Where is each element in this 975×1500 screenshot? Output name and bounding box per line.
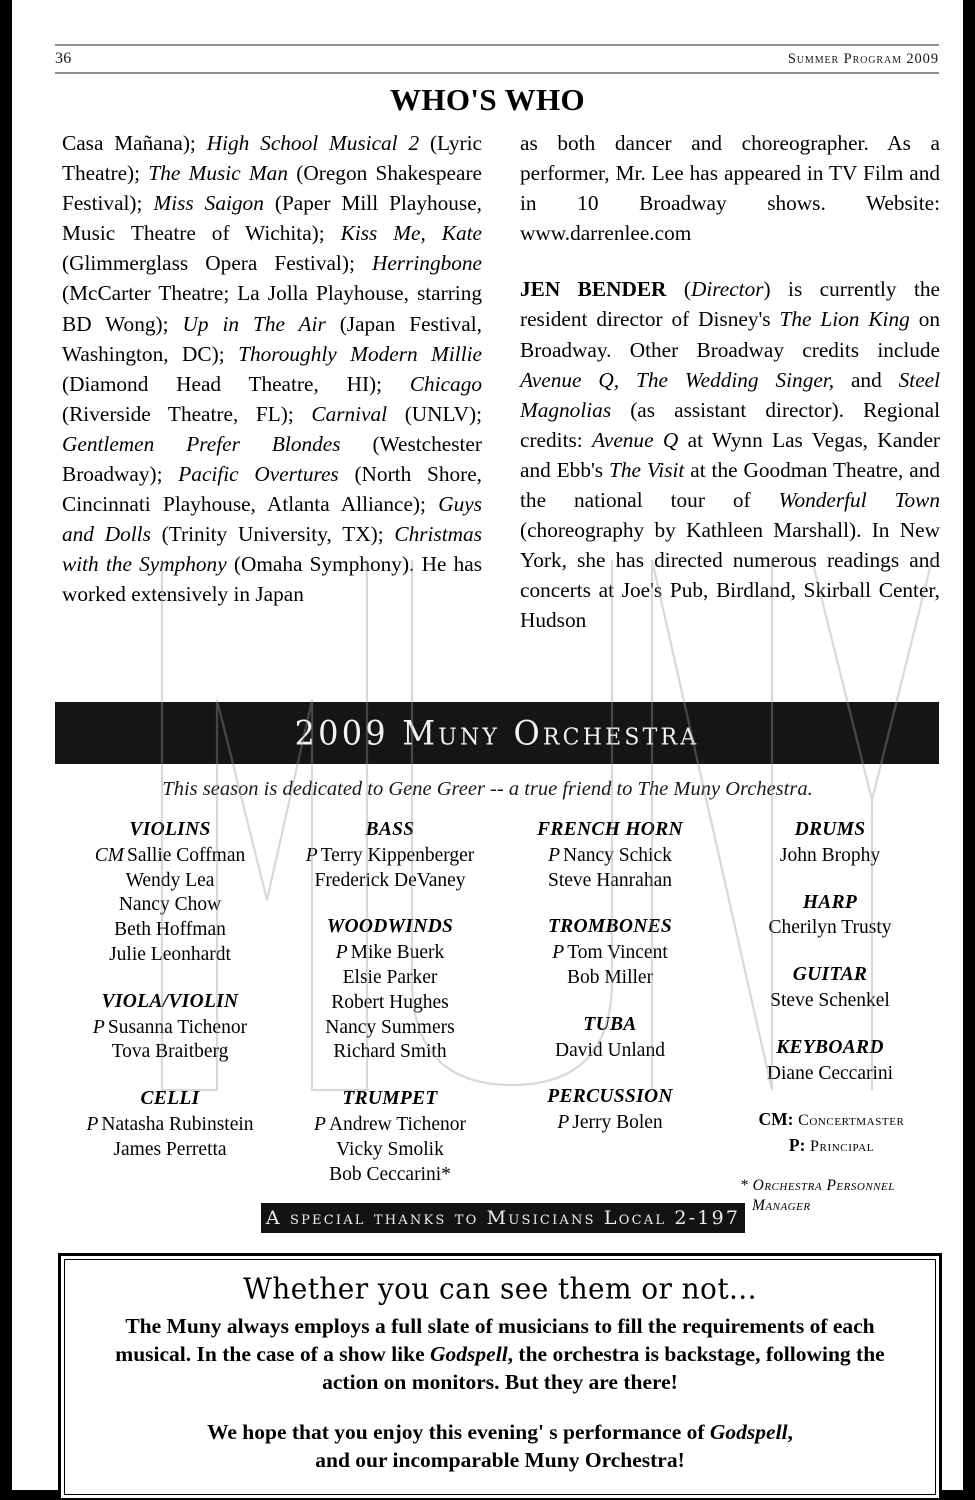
roster-player	[60, 943, 280, 968]
roster-section-heading: HARP	[802, 891, 858, 913]
roster-section-heading: DRUMS	[794, 819, 866, 840]
roster-player	[60, 1113, 280, 1138]
roster-player	[500, 966, 720, 991]
roster-player	[60, 1016, 280, 1041]
roster-section	[500, 1085, 720, 1136]
roster-player	[500, 844, 720, 869]
roster-section-heading: KEYBOARD	[776, 1036, 884, 1058]
roster-player	[280, 966, 500, 991]
roster-role-mark: P	[548, 844, 561, 866]
bio-darren-lee-continued: Casa Mañana); High School Musical 2 (Lyric Theatre); The Music Man (Oregon Shakespeare Festival); Miss Saigon (Paper Mill Playhouse, Music Theatre of Wichita); Kiss Me, Kate (Glimmerglass Opera Festival); Herringbone (McCarter Theatre; La Jolla Playhouse, starring BD Wong); Up in The Air (Japan Festival, Washington, DC); Thoroughly Modern Millie (Diamond Head Theatre, HI); Chicago (Riverside Theatre, FL); Carnival (UNLV); Gentlemen Prefer Blondes (Westchester Broadway); Pacific Overtures (North Shore, Cincinnati Playhouse, Atlanta Alliance); Guys and Dolls (Trinity University, TX); Christmas with the Symphony (Omaha Symphony). He has worked extensively in Japan	[62, 131, 483, 607]
roster-player-name: Natasha Rubinstein	[101, 1113, 254, 1135]
legend-value: Concertmaster	[793, 1112, 905, 1129]
running-head	[55, 44, 939, 74]
roster-role-mark: P	[552, 942, 565, 964]
roster-player-name: Diane Ceccarini	[766, 1062, 894, 1084]
musicians-local-thanks-text: A special thanks to Musicians Local 2-197	[265, 1207, 741, 1229]
roster-player-name: James Perretta	[113, 1138, 227, 1160]
roster-player-name: Andrew Tichenor	[328, 1113, 466, 1135]
roster-section-heading: WOODWINDS	[326, 916, 454, 938]
roster-player-name: Steve Hanrahan	[548, 869, 672, 891]
roster-section	[60, 818, 280, 968]
roster-player-name: Terry Kippenberger	[320, 844, 475, 866]
bio-column-right	[520, 128, 940, 636]
roster-role-mark: P	[86, 1113, 99, 1135]
roster-player-name: Nancy Summers	[325, 1016, 455, 1038]
roster-player-name: Bob Ceccarini*	[329, 1163, 451, 1185]
orchestra-banner-title: 2009 Muny Orchestra	[294, 712, 700, 754]
roster-player	[280, 1016, 500, 1041]
legend-row	[724, 1133, 939, 1159]
roster-player-name: Julie Leonhardt	[109, 943, 231, 965]
page-sheet	[12, 0, 963, 1490]
roster-player	[280, 844, 500, 869]
roster-player-name: Frederick DeVaney	[314, 869, 466, 891]
roster-player	[720, 916, 940, 941]
roster-player	[60, 869, 280, 894]
roster-player-name: Jerry Bolen	[572, 1112, 663, 1134]
roster-player	[500, 1039, 720, 1064]
roster-player	[280, 869, 500, 894]
roster-section-heading: VIOLINS	[129, 819, 211, 840]
roster-section	[60, 990, 280, 1065]
roster-role-mark: P	[305, 844, 318, 866]
roster-player-name: Vicky Smolik	[336, 1138, 444, 1160]
roster-player-name: Beth Hoffman	[114, 919, 226, 941]
roster-section	[720, 818, 940, 869]
legend-row	[724, 1107, 939, 1133]
roster-player	[60, 1138, 280, 1163]
roster-player-name: Bob Miller	[566, 966, 654, 988]
roster-player	[60, 844, 280, 869]
roster-section	[720, 1036, 940, 1087]
orchestra-note-box	[58, 1253, 942, 1500]
roster-player-name: John Brophy	[779, 844, 881, 866]
legend-key: CM:	[758, 1109, 794, 1129]
roster-column-3	[500, 818, 720, 1187]
roster-section-heading: GUITAR	[792, 964, 868, 986]
roster-role-mark: P	[557, 1112, 570, 1134]
bio-jen-bender: JEN BENDER (Director) is currently the resident director of Disney's The Lion King on Broadway. Other Broadway credits include Avenue Q, The Wedding Singer, and Steel Magnolias (as assistant director). Regional credits: Avenue Q at Wynn Las Vegas, Kander and Ebb's The Visit at the Goodman Theatre, and the national tour of Wonderful Town (choreography by Kathleen Marshall). In New York, she has directed numerous readings and concerts at Joe's Pub, Birdland, Skirball Center, Hudson	[520, 277, 941, 633]
roster-player-name: Cherilyn Trusty	[768, 917, 892, 939]
roster-section	[500, 915, 720, 990]
roster-player-name: Tova Braitberg	[111, 1041, 229, 1063]
roster-player	[500, 1111, 720, 1136]
roster-player-name: Steve Schenkel	[770, 989, 890, 1011]
roster-player	[60, 918, 280, 943]
note-box-paragraph-2: We hope that you enjoy this evening' s performance of Godspell, and our incomparable Muny Orchestra!	[207, 1420, 793, 1472]
roster-player	[720, 844, 940, 869]
roster-legend	[724, 1107, 939, 1159]
orchestra-dedication: This season is dedicated to Gene Greer -- a true friend to The Muny Orchestra.	[162, 778, 813, 800]
roster-player	[60, 1040, 280, 1065]
roster-role-mark: CM	[94, 844, 124, 866]
roster-player	[280, 1138, 500, 1163]
legend-value: Principal	[805, 1138, 875, 1155]
roster-player	[60, 893, 280, 918]
roster-section	[500, 1013, 720, 1064]
scan-frame-right-edge	[963, 0, 975, 1500]
roster-player-name: Richard Smith	[333, 1041, 447, 1063]
roster-section-heading: PERCUSSION	[547, 1086, 673, 1108]
roster-role-mark: P	[92, 1016, 105, 1038]
roster-player-name: Tom Vincent	[567, 942, 668, 964]
roster-player-name: Robert Hughes	[331, 991, 449, 1013]
roster-player	[280, 1113, 500, 1138]
roster-column-1	[60, 818, 280, 1187]
roster-player	[280, 1040, 500, 1065]
roster-player	[500, 869, 720, 894]
roster-section-heading: TROMBONES	[547, 916, 673, 938]
roster-section	[280, 818, 500, 893]
page-title: WHO'S WHO	[389, 82, 586, 117]
orchestra-note-box-inner	[64, 1259, 936, 1495]
roster-role-mark: P	[335, 942, 348, 964]
roster-player-name: Wendy Lea	[125, 869, 215, 891]
roster-section	[720, 963, 940, 1014]
roster-player	[280, 1163, 500, 1188]
roster-section-heading: TRUMPET	[342, 1088, 438, 1110]
roster-player	[500, 941, 720, 966]
note-box-body	[91, 1312, 909, 1474]
roster-section-heading: TUBA	[583, 1013, 637, 1035]
roster-player-name: Nancy Chow	[118, 894, 222, 916]
running-head-title: Summer Program 2009	[787, 50, 939, 67]
roster-player	[280, 941, 500, 966]
roster-section-heading: CELLI	[140, 1088, 200, 1110]
roster-player-name: Elsie Parker	[342, 966, 438, 988]
bio-column-left	[62, 128, 482, 636]
roster-player-name: Mike Buerk	[350, 942, 445, 964]
roster-player	[280, 991, 500, 1016]
legend-key: P:	[788, 1135, 806, 1155]
roster-player-name: David Unland	[555, 1039, 665, 1061]
roster-section	[720, 891, 940, 942]
roster-section	[280, 915, 500, 1065]
roster-column-2	[280, 818, 500, 1187]
roster-section	[60, 1087, 280, 1162]
roster-player	[720, 989, 940, 1014]
roster-section-heading: FRENCH HORN	[537, 819, 683, 840]
bios-area	[62, 128, 940, 636]
orchestra-banner	[55, 702, 939, 764]
musicians-local-thanks-bar	[261, 1203, 745, 1233]
bio-darren-lee-tail: as both dancer and choreographer. As a performer, Mr. Lee has appeared in TV Film and in 10 Broadway shows. Website: www.darrenlee.com	[520, 131, 940, 246]
roster-player-name: Nancy Schick	[563, 844, 672, 866]
roster-role-mark: P	[314, 1113, 326, 1135]
roster-section	[500, 818, 720, 893]
roster-player	[720, 1062, 940, 1087]
roster-player-name: Susanna Tichenor	[107, 1016, 248, 1038]
roster-footnote: * Orchestra Personnel Manager	[740, 1177, 895, 1214]
roster-player-name: Sallie Coffman	[127, 844, 246, 866]
page-number: 36	[55, 50, 72, 67]
roster-section	[280, 1087, 500, 1187]
note-box-title: Whether you can see them or not...	[243, 1271, 757, 1306]
roster-section-heading: BASS	[365, 819, 415, 840]
note-box-paragraph-1: The Muny always employs a full slate of musicians to fill the requirements of each musical. In the case of a show like Godspell, the orchestra is backstage, following the action on monitors. But they are there!	[115, 1314, 885, 1394]
roster-section-heading: VIOLA/VIOLIN	[101, 990, 239, 1012]
scan-frame-left-edge	[0, 0, 12, 1500]
